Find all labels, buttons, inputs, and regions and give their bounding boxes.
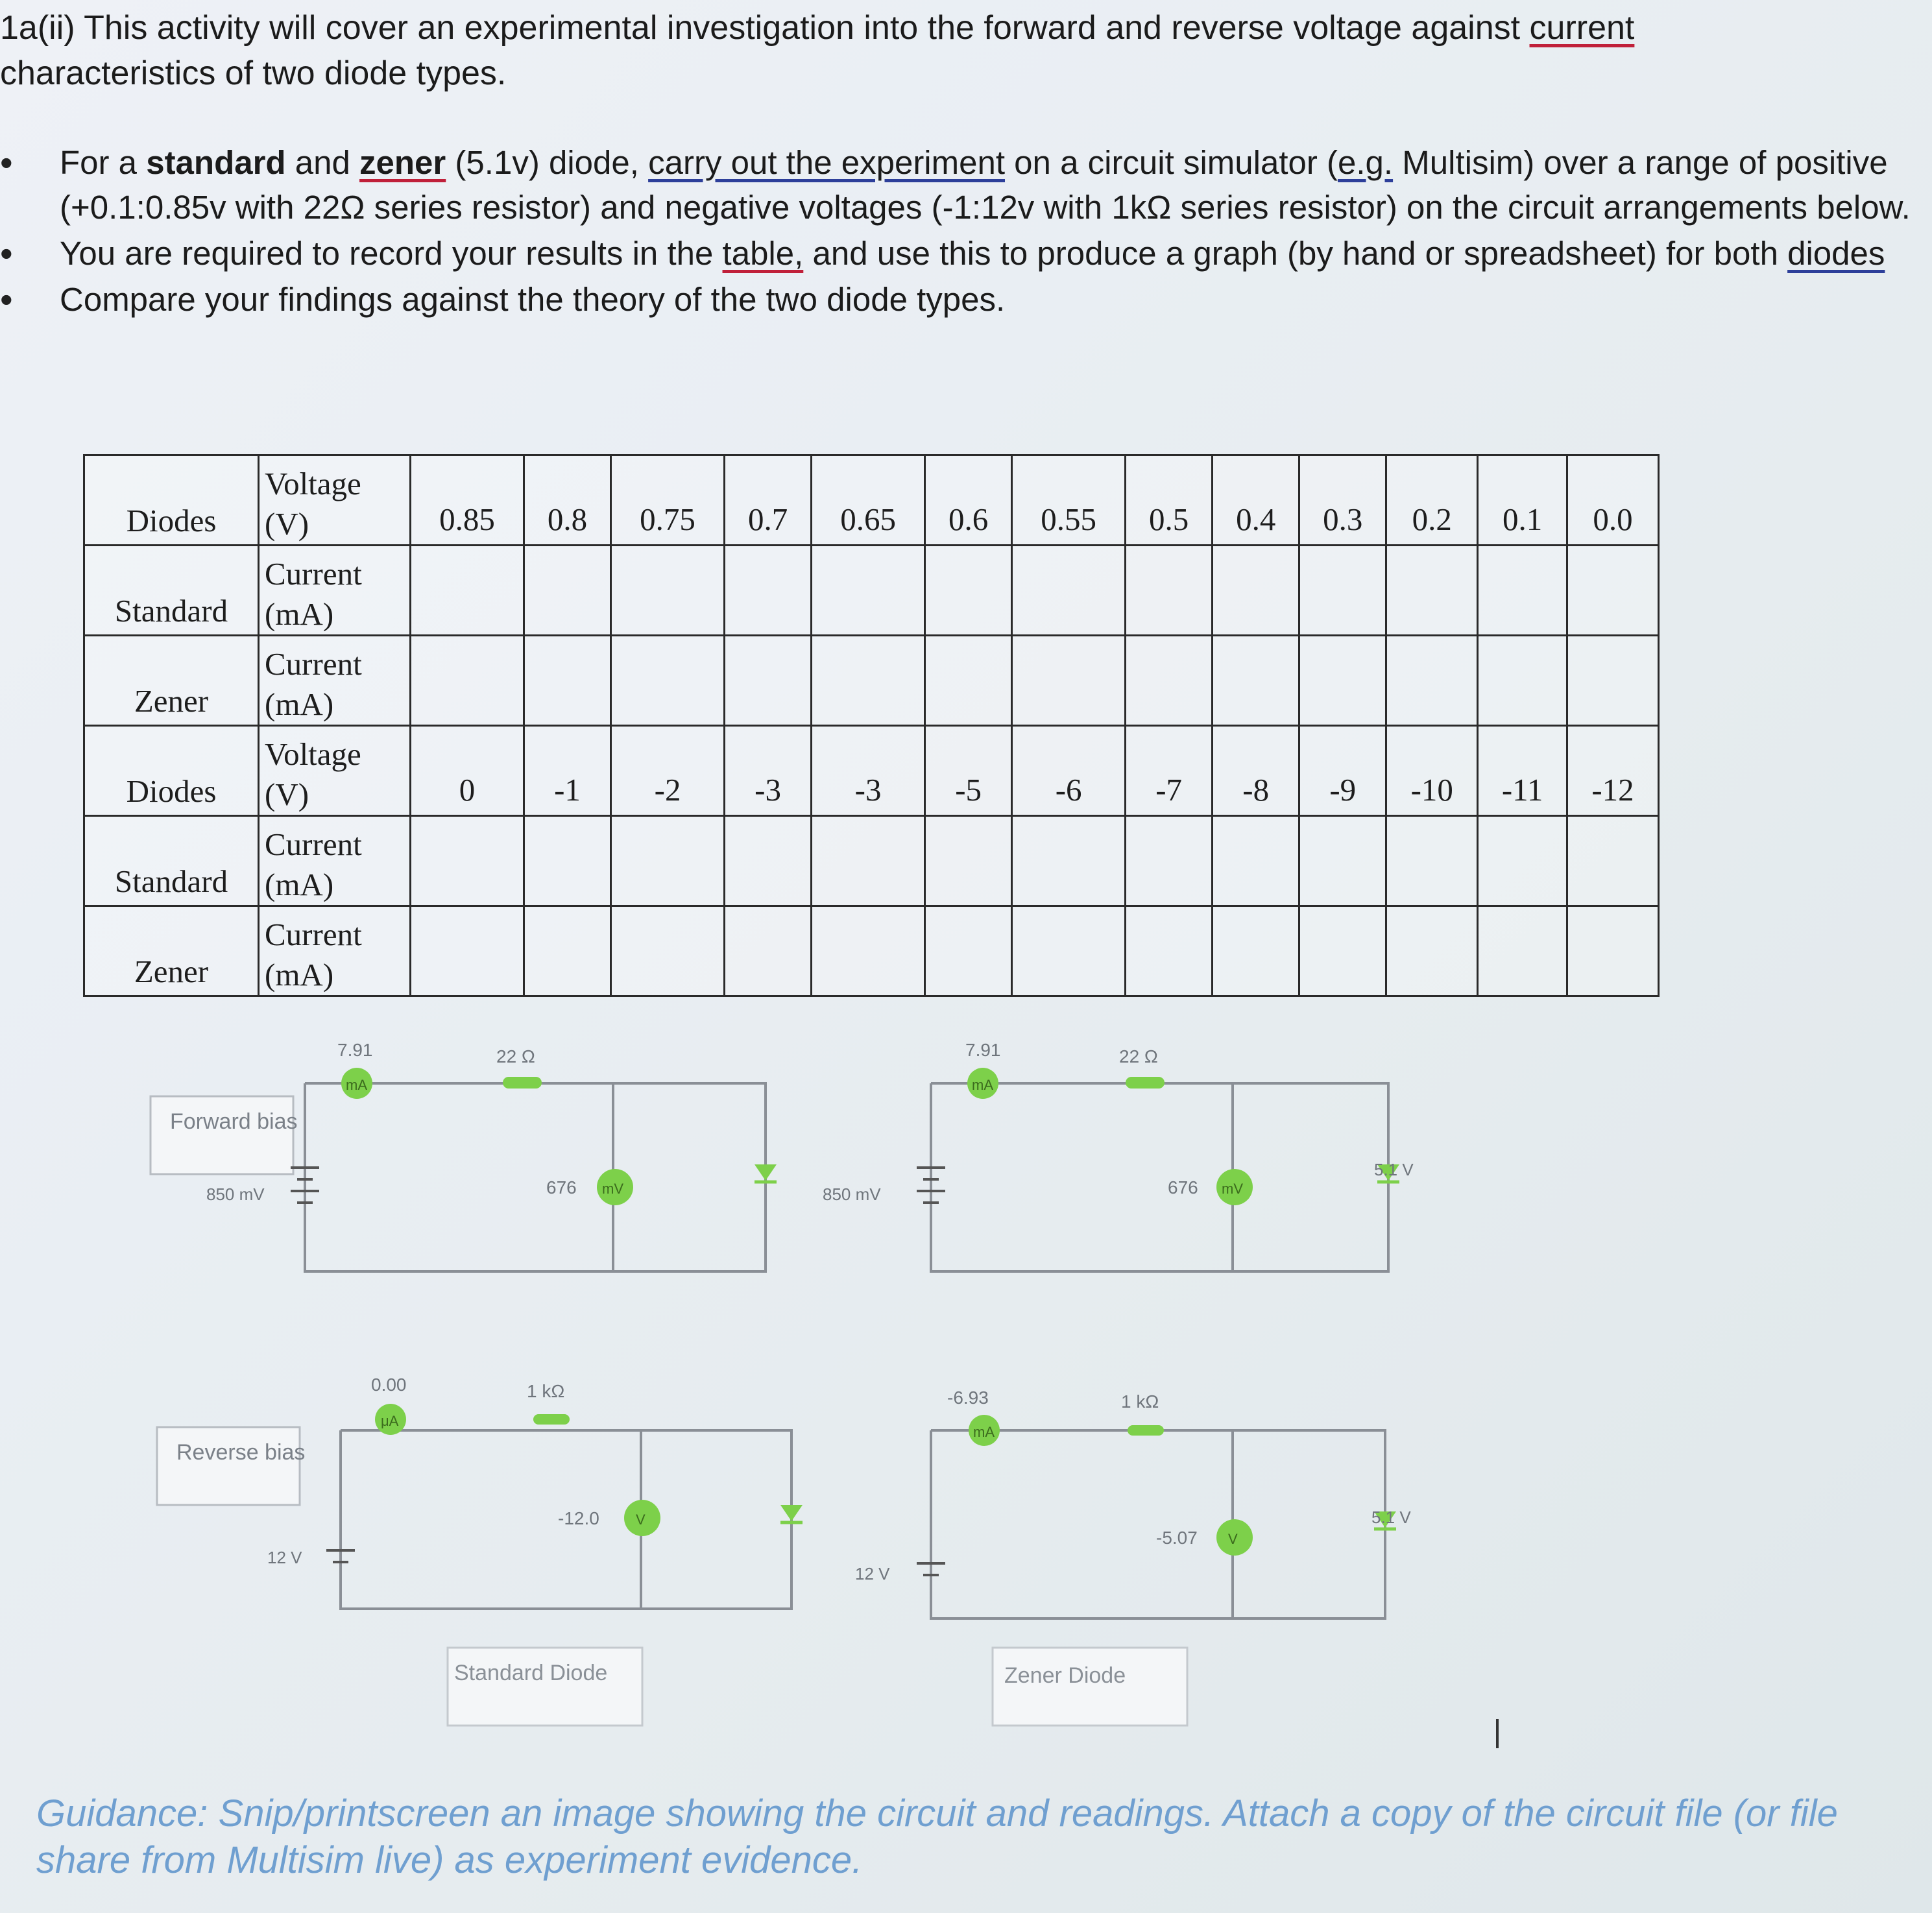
reverse-zener-row: [84, 906, 1659, 996]
current-entry-cell[interactable]: [1299, 636, 1386, 726]
instruction-text: table,: [722, 235, 804, 272]
current-entry-cell[interactable]: [1012, 546, 1126, 636]
current-entry-cell[interactable]: [925, 636, 1012, 726]
instruction-list: [0, 140, 1920, 323]
current-entry-cell[interactable]: [1386, 546, 1478, 636]
zener-forward-resistor-icon: [1126, 1077, 1165, 1089]
instruction-text: and use this to produce a graph (by hand or spreadsheet) for both: [803, 235, 1788, 272]
instruction-text: diodes: [1787, 235, 1885, 272]
forward-standard-row: [84, 546, 1659, 636]
standard-diode-label: Standard Diode: [454, 1661, 608, 1685]
current-entry-cell[interactable]: [925, 546, 1012, 636]
voltage-value: -10: [1386, 726, 1478, 816]
instruction-text: (5.1v) diode,: [446, 144, 649, 181]
instruction-text: carry out the experiment: [648, 144, 1006, 181]
diodes-header: Diodes: [84, 455, 259, 546]
zener-reverse-voltmeter-unit: V: [1228, 1531, 1238, 1547]
voltage-value: 0.8: [524, 455, 610, 546]
instruction-item: [0, 140, 1920, 230]
standard-forward-resistor-icon: [503, 1077, 542, 1089]
current-entry-cell[interactable]: [725, 816, 812, 906]
current-entry-cell[interactable]: [1126, 636, 1213, 726]
zener-forward-voltmeter-reading: 676: [1168, 1177, 1198, 1197]
standard-forward-source: 850 mV: [206, 1185, 265, 1204]
standard-forward-voltmeter-reading: 676: [546, 1177, 577, 1197]
voltage-value: 0.85: [411, 455, 524, 546]
zener-reverse-ammeter-reading: -6.93: [947, 1388, 989, 1408]
current-entry-cell[interactable]: [524, 816, 610, 906]
zener-reverse-diode-rating: 5.1 V: [1371, 1508, 1411, 1527]
voltage-value: -2: [611, 726, 725, 816]
current-entry-cell[interactable]: [1012, 906, 1126, 996]
reverse-standard-row: [84, 816, 1659, 906]
zener-reverse-source: 12 V: [855, 1564, 890, 1583]
zener-reverse-resistor-icon: [1128, 1425, 1164, 1436]
intro-underlined-word: current: [1529, 9, 1635, 47]
current-entry-cell[interactable]: [812, 816, 925, 906]
current-entry-cell[interactable]: [611, 546, 725, 636]
diode-name: Standard: [84, 816, 259, 906]
current-entry-cell[interactable]: [411, 816, 524, 906]
voltage-label: Voltage (V): [259, 455, 411, 546]
current-entry-cell[interactable]: [611, 636, 725, 726]
diode-name: Zener: [84, 636, 259, 726]
voltage-value: -6: [1012, 726, 1126, 816]
zener-forward-circuit: [931, 1083, 1388, 1271]
voltage-value: 0.4: [1213, 455, 1299, 546]
forward-bias-label: Forward bias: [170, 1109, 298, 1134]
forward-zener-row: [84, 636, 1659, 726]
current-entry-cell[interactable]: [1478, 816, 1567, 906]
current-entry-cell[interactable]: [524, 906, 610, 996]
voltage-value: 0.3: [1299, 455, 1386, 546]
voltage-value: -1: [524, 726, 610, 816]
zener-forward-ammeter-unit: mA: [972, 1077, 993, 1093]
diodes-header: Diodes: [84, 726, 259, 816]
current-entry-cell[interactable]: [812, 546, 925, 636]
standard-reverse-diode-icon: [780, 1505, 803, 1521]
zener-reverse-voltmeter-reading: -5.07: [1156, 1528, 1198, 1548]
instruction-text: on a circuit simulator (: [1005, 144, 1338, 181]
standard-reverse-resistor-icon: [533, 1414, 570, 1425]
instruction-text: You are required to record your results in the: [60, 235, 723, 272]
zener-forward-resistor-label: 22 Ω: [1119, 1046, 1158, 1066]
voltage-value: -8: [1213, 726, 1299, 816]
zener-forward-voltmeter-unit: mV: [1222, 1181, 1243, 1197]
intro-prefix: 1a(ii) This activity will cover an experimental investigation into the forward and reverse voltage against: [0, 9, 1530, 47]
current-entry-cell[interactable]: [925, 906, 1012, 996]
voltage-label: Voltage (V): [259, 726, 411, 816]
voltage-value: 0.6: [925, 455, 1012, 546]
diode-name: Standard: [84, 546, 259, 636]
voltage-value: 0.2: [1386, 455, 1478, 546]
voltage-value: 0.55: [1012, 455, 1126, 546]
current-entry-cell[interactable]: [1386, 816, 1478, 906]
current-entry-cell[interactable]: [1012, 636, 1126, 726]
voltage-value: 0.5: [1126, 455, 1213, 546]
current-entry-cell[interactable]: [1126, 906, 1213, 996]
instruction-text: and: [285, 144, 360, 181]
current-entry-cell[interactable]: [1213, 636, 1299, 726]
diode-name: Zener: [84, 906, 259, 996]
current-entry-cell[interactable]: [1126, 816, 1213, 906]
current-entry-cell[interactable]: [524, 636, 610, 726]
standard-diode-box: [448, 1648, 642, 1726]
zener-reverse-circuit: [931, 1430, 1385, 1618]
voltage-value: -7: [1126, 726, 1213, 816]
current-entry-cell[interactable]: [411, 906, 524, 996]
zener-forward-ammeter-reading: 7.91: [965, 1040, 1001, 1060]
voltage-value: -3: [812, 726, 925, 816]
current-entry-cell[interactable]: [1299, 906, 1386, 996]
current-entry-cell[interactable]: [1012, 816, 1126, 906]
reverse-bias-box: [157, 1427, 300, 1505]
standard-forward-ammeter-unit: mA: [346, 1077, 367, 1093]
current-entry-cell[interactable]: [611, 816, 725, 906]
standard-reverse-ammeter-unit: μA: [381, 1413, 399, 1429]
standard-reverse-ammeter-reading: 0.00: [371, 1375, 407, 1395]
reverse-voltage-row: [84, 726, 1659, 816]
current-entry-cell[interactable]: [411, 546, 524, 636]
activity-intro: [0, 5, 1920, 96]
current-entry-cell[interactable]: [411, 636, 524, 726]
current-entry-cell[interactable]: [1213, 906, 1299, 996]
standard-forward-diode-icon: [755, 1164, 777, 1181]
standard-reverse-voltmeter-reading: -12.0: [558, 1508, 599, 1528]
reverse-bias-label: Reverse bias: [176, 1440, 306, 1465]
voltage-value: -12: [1567, 726, 1659, 816]
current-entry-cell[interactable]: [812, 906, 925, 996]
voltage-value: -5: [925, 726, 1012, 816]
current-entry-cell[interactable]: [1478, 546, 1567, 636]
standard-forward-circuit: [305, 1083, 766, 1271]
voltage-value: 0: [411, 726, 524, 816]
forward-voltage-row: [84, 455, 1659, 546]
voltage-value: -11: [1478, 726, 1567, 816]
instruction-item: [0, 277, 1920, 322]
current-entry-cell[interactable]: [1126, 546, 1213, 636]
voltage-value: -3: [725, 726, 812, 816]
voltage-value: 0.1: [1478, 455, 1567, 546]
standard-reverse-resistor-label: 1 kΩ: [527, 1381, 565, 1401]
instruction-text: e.g.: [1338, 144, 1394, 181]
zener-forward-source: 850 mV: [823, 1185, 881, 1204]
current-entry-cell[interactable]: [524, 546, 610, 636]
circuit-diagrams: [0, 1005, 1932, 1751]
current-entry-cell[interactable]: [1299, 546, 1386, 636]
standard-reverse-voltmeter-unit: V: [636, 1511, 646, 1528]
instruction-text: Compare your findings against the theory of the two diode types.: [60, 281, 1006, 318]
current-label: Current (mA): [259, 906, 411, 996]
current-entry-cell[interactable]: [1213, 546, 1299, 636]
voltage-value: 0.75: [611, 455, 725, 546]
current-entry-cell[interactable]: [725, 636, 812, 726]
instruction-text: Multisim) over a range of positive (+0.1:0.85v with 22Ω series resistor) and negative voltages (-1:12v with 1kΩ series resistor) on the circuit arrangements below.: [60, 144, 1911, 226]
results-table: [83, 454, 1660, 997]
current-entry-cell[interactable]: [725, 906, 812, 996]
zener-diode-label: Zener Diode: [1004, 1663, 1126, 1688]
voltage-value: -9: [1299, 726, 1386, 816]
current-entry-cell[interactable]: [1478, 906, 1567, 996]
current-entry-cell[interactable]: [1213, 816, 1299, 906]
current-entry-cell[interactable]: [1299, 816, 1386, 906]
current-entry-cell[interactable]: [1478, 636, 1567, 726]
instruction-text: For a: [60, 144, 147, 181]
instruction-text: zener: [359, 144, 446, 181]
current-label: Current (mA): [259, 636, 411, 726]
current-entry-cell[interactable]: [1386, 636, 1478, 726]
standard-reverse-source: 12 V: [267, 1548, 302, 1567]
guidance-note: Guidance: Snip/printscreen an image showing the circuit and readings. Attach a copy of the circuit file (or file share from Multisim live) as experiment evidence.: [36, 1792, 1838, 1881]
current-entry-cell[interactable]: [812, 636, 925, 726]
current-label: Current (mA): [259, 816, 411, 906]
current-label: Current (mA): [259, 546, 411, 636]
forward-bias-box: [151, 1096, 293, 1174]
standard-forward-voltmeter-unit: mV: [602, 1181, 623, 1197]
voltage-value: 0.65: [812, 455, 925, 546]
current-entry-cell[interactable]: [1567, 636, 1659, 726]
standard-forward-ammeter-reading: 7.91: [337, 1040, 373, 1060]
zener-reverse-ammeter-unit: mA: [973, 1424, 995, 1440]
voltage-value: 0.0: [1567, 455, 1659, 546]
instruction-item: [0, 231, 1920, 276]
current-entry-cell[interactable]: [1567, 546, 1659, 636]
current-entry-cell[interactable]: [1567, 816, 1659, 906]
voltage-value: 0.7: [725, 455, 812, 546]
zener-forward-diode-rating: 5.1 V: [1374, 1160, 1414, 1179]
intro-suffix: characteristics of two diode types.: [0, 54, 507, 92]
standard-forward-resistor-label: 22 Ω: [496, 1046, 535, 1066]
instruction-text: standard: [146, 144, 286, 181]
zener-reverse-resistor-label: 1 kΩ: [1121, 1391, 1159, 1412]
current-entry-cell[interactable]: [925, 816, 1012, 906]
current-entry-cell[interactable]: [725, 546, 812, 636]
current-entry-cell[interactable]: [1386, 906, 1478, 996]
current-entry-cell[interactable]: [611, 906, 725, 996]
current-entry-cell[interactable]: [1567, 906, 1659, 996]
